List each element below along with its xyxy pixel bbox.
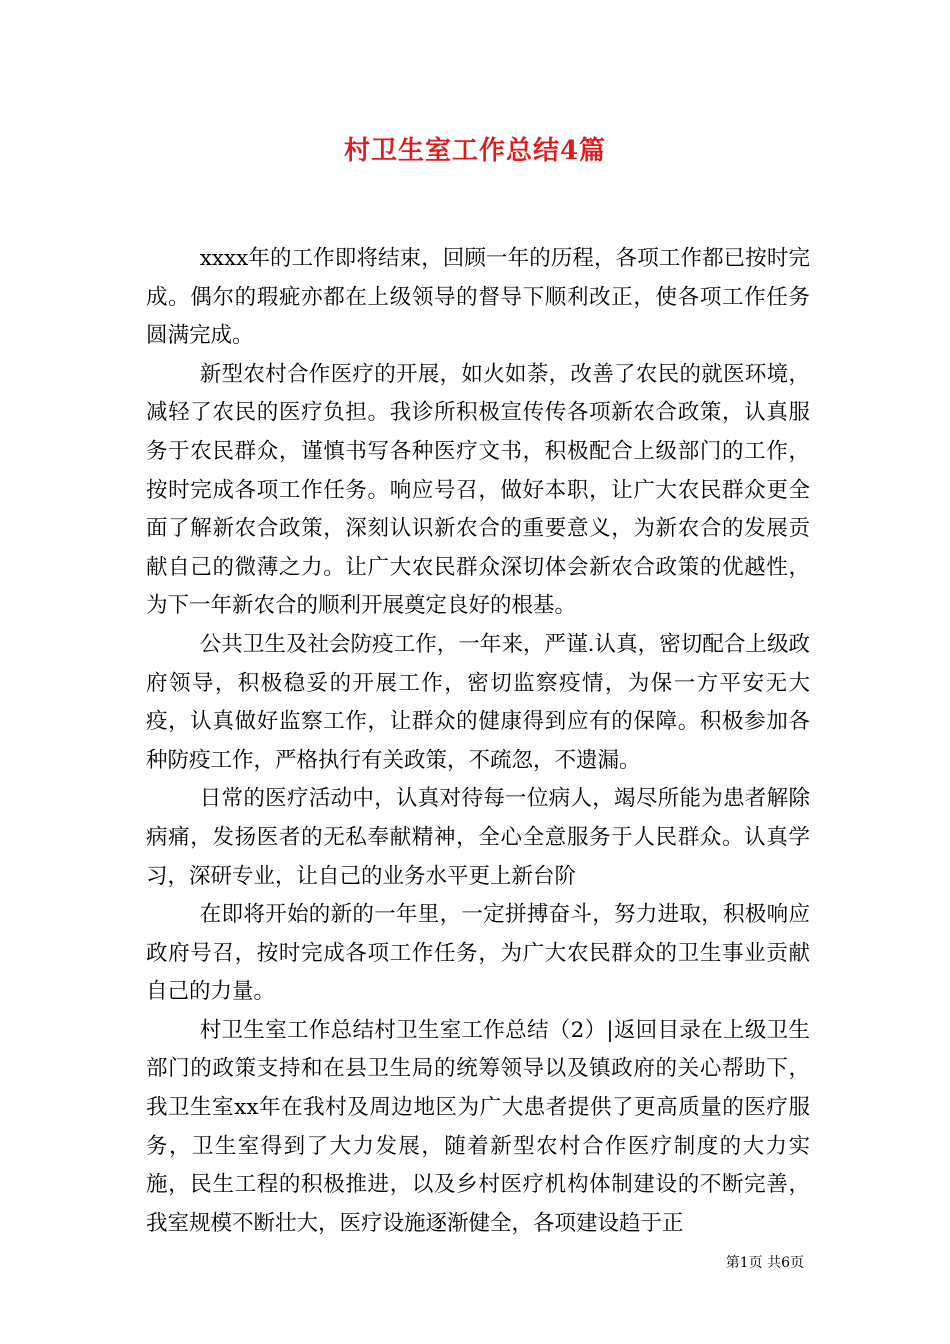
document-body [146, 240, 810, 1243]
paragraph-5: 在即将开始的新的一年里，一定拼搏奋斗，努力进取，积极响应政府号召，按时完成各项工作任务，为广大农民群众的卫生事业贡献自己的力量。 [146, 902, 810, 1005]
paragraph-1: xxxx年的工作即将结束，回顾一年的历程，各项工作都已按时完成。偶尔的瑕疵亦都在上级领导的督导下顺利改正，使各项工作任务圆满完成。 [146, 246, 810, 349]
document-title: 村卫生室工作总结4篇 [343, 136, 607, 166]
page-number-footer: 第1页 共6页 [725, 1255, 804, 1271]
paragraph-4: 日常的医疗活动中，认真对待每一位病人，竭尽所能为患者解除病痛，发扬医者的无私奉献精神，全心全意服务于人民群众。认真学习，深研专业，让自己的业务水平更上新台阶 [146, 786, 810, 889]
paragraph-6: 村卫生室工作总结村卫生室工作总结（2）|返回目录在上级卫生部门的政策支持和在县卫生局的统筹领导以及镇政府的关心帮助下，我卫生室xx年在我村及周边地区为广大患者提供了更高质量的医疗服务，卫生室得到了大力发展，随着新型农村合作医疗制度的大力实施，民生工程的积极推进，以及乡村医疗机构体制建设的不断完善，我室规模不断壮大，医疗设施逐渐健全，各项建设趋于正 [146, 1017, 810, 1236]
paragraph-3: 公共卫生及社会防疫工作，一年来，严谨.认真，密切配合上级政府领导，积极稳妥的开展工作，密切监察疫情，为保一方平安无大疫，认真做好监察工作，让群众的健康得到应有的保障。积极参加各种防疫工作，严格执行有关政策，不疏忽，不遗漏。 [146, 631, 810, 773]
paragraph-2: 新型农村合作医疗的开展，如火如荼，改善了农民的就医环境，减轻了农民的医疗负担。我诊所积极宣传传各项新农合政策，认真服务于农民群众，谨慎书写各种医疗文书，积极配合上级部门的工作，按时完成各项工作任务。响应号召，做好本职，让广大农民群众更全面了解新农合政策，深刻认识新农合的重要意义，为新农合的发展贡献自己的微薄之力。让广大农民群众深切体会新农合政策的优越性，为下一年新农合的顺利开展奠定良好的根基。 [146, 361, 810, 619]
